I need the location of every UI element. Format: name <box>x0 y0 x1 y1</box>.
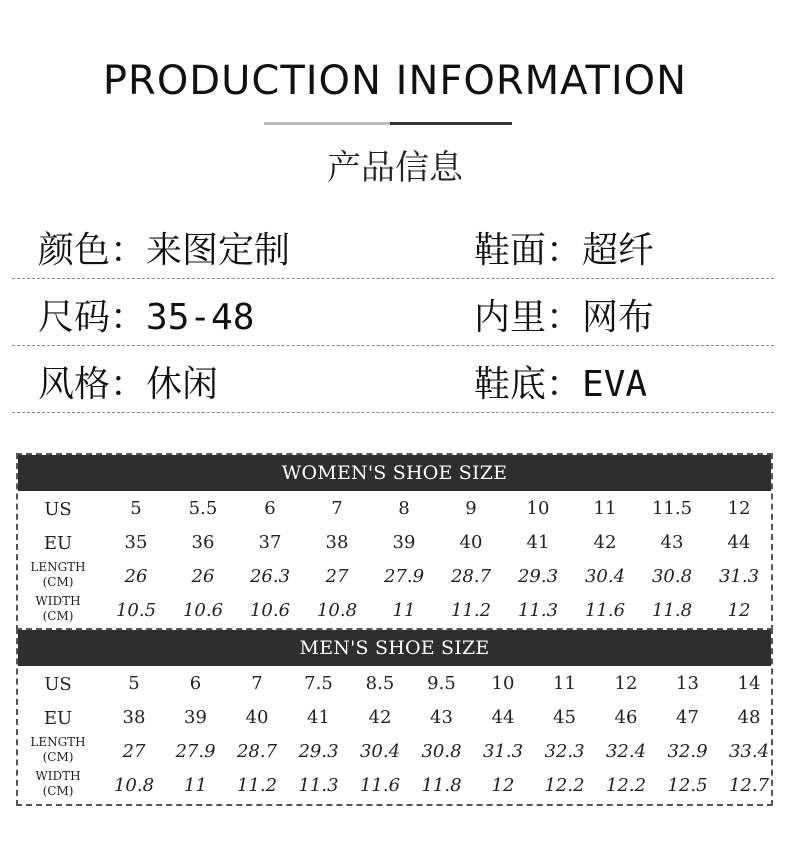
row-label <box>18 560 98 590</box>
page-title: PRODUCTION INFORMATION <box>102 58 688 104</box>
row-label <box>18 735 98 765</box>
size-cell: 12 <box>614 673 638 694</box>
size-cell: 10.6 <box>249 600 291 621</box>
size-cell: 32.4 <box>605 741 647 762</box>
men-row-us <box>18 666 771 700</box>
size-cell: 29.3 <box>517 566 559 587</box>
size-cell: 10.8 <box>113 775 155 796</box>
title-underline-dark <box>390 122 512 125</box>
size-cell: 9.5 <box>427 673 456 694</box>
size-cell: 39 <box>392 532 416 553</box>
size-cell: 40 <box>459 532 483 553</box>
size-cell: 10 <box>491 673 515 694</box>
size-cell: 8 <box>398 498 410 519</box>
row-label <box>18 594 98 624</box>
row-label: EU <box>43 533 73 554</box>
size-cell: 42 <box>593 532 617 553</box>
size-cell: 11.2 <box>236 775 278 796</box>
title-underline-light <box>264 122 390 125</box>
size-cell: 7 <box>251 673 263 694</box>
size-cell: 8.5 <box>365 673 395 694</box>
size-cell: 26 <box>191 566 215 587</box>
size-cell: 12.5 <box>667 775 708 796</box>
size-cell: 5 <box>128 673 140 694</box>
info-label: 风格： <box>38 364 147 405</box>
size-cell: 26.3 <box>249 566 291 587</box>
size-cell: 10.5 <box>115 600 157 621</box>
size-cell: 30.4 <box>584 566 626 587</box>
size-cell: 27 <box>122 741 146 762</box>
row-label-line: LENGTH <box>30 560 86 574</box>
info-item-style <box>38 356 218 407</box>
women-row-length <box>18 559 771 593</box>
info-value: 35-48 <box>146 297 255 338</box>
size-cell: 11.8 <box>421 775 462 796</box>
info-value: EVA <box>582 364 648 405</box>
info-label: 内里： <box>474 297 583 338</box>
size-cell: 9 <box>465 498 477 519</box>
size-cell: 44 <box>491 707 515 728</box>
size-cell: 11 <box>553 673 576 694</box>
size-cell: 28.7 <box>450 566 492 587</box>
size-cell: 30.4 <box>359 741 401 762</box>
size-cell: 11.3 <box>298 775 339 796</box>
size-cell: 12.2 <box>544 775 585 796</box>
size-cell: 33.4 <box>728 741 770 762</box>
size-cell: 7 <box>331 498 343 519</box>
size-cell: 6 <box>264 498 276 519</box>
row-label-line: (CM) <box>42 609 74 623</box>
size-cell: 12 <box>727 600 751 621</box>
women-table-header: WOMEN'S SHOE SIZE <box>18 455 771 491</box>
size-cell: 12.2 <box>605 775 647 796</box>
size-cell: 26 <box>124 566 148 587</box>
size-cell: 5.5 <box>188 498 218 519</box>
size-cell: 27.9 <box>383 566 425 587</box>
size-cell: 11 <box>593 498 617 519</box>
size-cell: 11.8 <box>651 600 693 621</box>
row-label: US <box>44 499 72 520</box>
info-label: 颜色： <box>38 230 147 271</box>
row-label-line: (CM) <box>42 784 74 798</box>
size-cell: 11 <box>184 775 207 796</box>
info-row-style <box>12 346 774 413</box>
row-label <box>18 769 98 799</box>
row-label-line: (CM) <box>42 750 74 764</box>
size-cell: 36 <box>191 532 215 553</box>
women-row-eu <box>18 525 771 559</box>
size-cell: 10 <box>526 498 550 519</box>
size-cell: 11.5 <box>651 498 693 519</box>
size-cell: 11.6 <box>359 775 401 796</box>
info-value: 来图定制 <box>146 230 291 271</box>
info-item-lining <box>474 289 654 340</box>
size-cell: 47 <box>676 707 699 728</box>
men-row-width <box>18 768 771 802</box>
size-cell: 35 <box>124 532 148 553</box>
size-cell: 41 <box>307 707 330 728</box>
size-cell: 29.3 <box>298 741 339 762</box>
info-row-size <box>12 279 774 346</box>
men-row-eu <box>18 700 771 734</box>
info-value: 休闲 <box>146 364 219 405</box>
info-row-color <box>12 212 774 279</box>
size-cell: 10.6 <box>182 600 224 621</box>
size-cell: 48 <box>737 707 761 728</box>
size-cell: 7.5 <box>304 673 333 694</box>
row-label-line: LENGTH <box>30 735 86 749</box>
size-cell: 43 <box>430 707 453 728</box>
size-cell: 30.8 <box>651 566 693 587</box>
size-cell: 11.6 <box>584 600 626 621</box>
size-cell: 12.7 <box>728 775 770 796</box>
size-cell: 37 <box>258 532 282 553</box>
size-cell: 10.8 <box>316 600 358 621</box>
men-size-table <box>16 628 773 806</box>
info-label: 鞋面： <box>474 230 583 271</box>
info-item-size <box>38 289 254 340</box>
row-label-line: (CM) <box>42 575 74 589</box>
size-cell: 42 <box>368 707 392 728</box>
women-row-us <box>18 491 771 525</box>
women-size-table <box>16 453 773 631</box>
size-cell: 31.3 <box>482 741 524 762</box>
info-label: 鞋底： <box>474 364 583 405</box>
info-label: 尺码： <box>38 297 147 338</box>
size-cell: 27 <box>325 566 349 587</box>
size-cell: 40 <box>245 707 269 728</box>
row-label-line: WIDTH <box>35 594 81 608</box>
row-label: EU <box>43 708 73 729</box>
size-cell: 38 <box>325 532 349 553</box>
info-value: 超纤 <box>582 230 655 271</box>
men-table-header: MEN'S SHOE SIZE <box>18 630 771 666</box>
size-cell: 46 <box>614 707 638 728</box>
size-cell: 13 <box>676 673 699 694</box>
size-cell: 11.3 <box>517 600 559 621</box>
info-item-upper <box>474 222 654 273</box>
size-cell: 14 <box>737 673 761 694</box>
size-cell: 12 <box>491 775 515 796</box>
size-cell: 6 <box>189 673 202 694</box>
size-cell: 32.3 <box>544 741 585 762</box>
size-cell: 41 <box>526 532 550 553</box>
size-cell: 28.7 <box>236 741 278 762</box>
size-cell: 11 <box>392 600 416 621</box>
size-cell: 30.8 <box>421 741 462 762</box>
size-cell: 12 <box>727 498 751 519</box>
size-cell: 31.3 <box>718 566 760 587</box>
women-row-width <box>18 593 771 627</box>
size-cell: 45 <box>553 707 576 728</box>
size-cell: 39 <box>184 707 207 728</box>
size-cell: 5 <box>130 498 142 519</box>
page-subtitle: 产品信息 <box>327 148 463 188</box>
info-value: 网布 <box>582 297 655 338</box>
info-item-color <box>38 222 290 273</box>
info-item-sole <box>474 356 647 407</box>
size-cell: 43 <box>660 532 684 553</box>
size-cell: 27.9 <box>175 741 216 762</box>
size-cell: 32.9 <box>667 741 708 762</box>
row-label-line: WIDTH <box>35 769 81 783</box>
size-cell: 11.2 <box>450 600 492 621</box>
row-label: US <box>44 674 72 695</box>
size-cell: 44 <box>727 532 751 553</box>
men-row-length <box>18 734 771 768</box>
size-cell: 38 <box>122 707 146 728</box>
